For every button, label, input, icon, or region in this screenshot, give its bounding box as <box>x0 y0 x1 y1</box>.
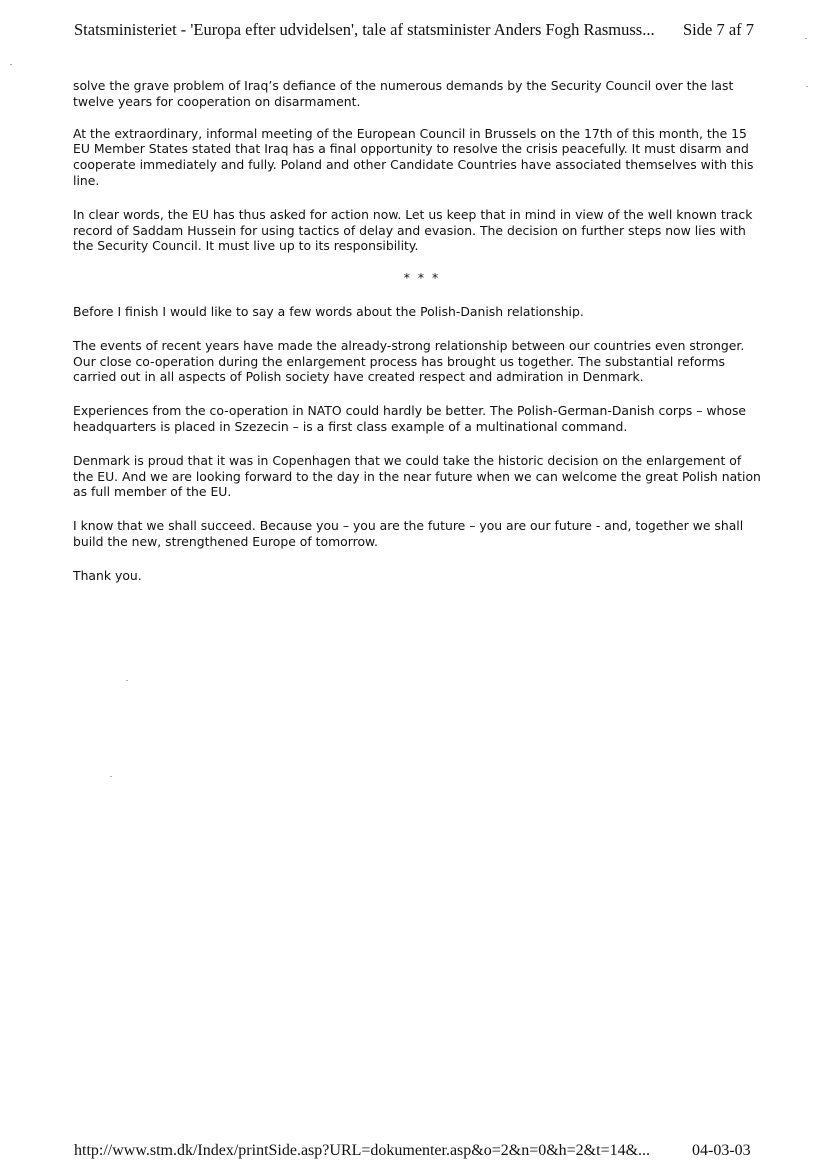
paragraph: Experiences from the co-operation in NATO could hardly be better. The Polish-German-Danish corps – whose headquarters is placed in Szezecin – is a first class example of a multinational command. <box>73 403 747 434</box>
paragraph: The events of recent years have made the already-strong relationship between our countries even stronger. Our close co-operation during the enlargement process has brought us together. The substantial reforms carried out in all aspects of Polish society have created respect and admiration in Denmark. <box>73 337 745 385</box>
scan-speck <box>126 680 128 681</box>
closing-line: Thank you. <box>73 567 142 583</box>
scan-speck <box>806 86 808 87</box>
page-header-title: Statsministeriet - 'Europa efter udvidelsen', tale af statsminister Anders Fogh Rasmuss... <box>74 20 655 39</box>
paragraph: Before I finish I would like to say a few words about the Polish-Danish relationship. <box>73 303 584 319</box>
paragraph: In clear words, the EU has thus asked for action now. Let us keep that in mind in view of the well known track record of Saddam Hussein for using tactics of delay and evasion. The decision on further steps now lies with the Security Council. It must live up to its responsibility. <box>73 206 753 254</box>
section-separator: * * * <box>403 270 441 286</box>
scan-speck <box>805 38 807 39</box>
page-number: Side 7 af 7 <box>683 20 755 39</box>
paragraph: Denmark is proud that it was in Copenhagen that we could take the historic decision on the enlargement of the EU. And we are looking forward to the day in the near future when we can welcome the great Polish nation as full member of the EU. <box>73 452 761 500</box>
paragraph: solve the grave problem of Iraq’s defiance of the numerous demands by the Security Council over the last twelve years for cooperation on disarmament. <box>73 78 734 109</box>
scan-speck <box>10 64 12 65</box>
paragraph: I know that we shall succeed. Because you – you are the future – you are our future - and, together we shall build the new, strengthened Europe of tomorrow. <box>73 518 744 549</box>
paragraph: At the extraordinary, informal meeting of the European Council in Brussels on the 17th of this month, the 15 EU Member States stated that Iraq has a final opportunity to resolve the crisis peacefully. It must disarm and cooperate immediately and fully. Poland and other Candidate Countries have associated themselves with this line. <box>73 125 754 188</box>
print-date: 04-03-03 <box>692 1142 751 1159</box>
scan-speck <box>110 776 112 777</box>
speech-text <box>73 78 763 602</box>
source-url: http://www.stm.dk/Index/printSide.asp?URL=dokumenter.asp&o=2&n=0&h=2&t=14&... <box>74 1142 651 1159</box>
